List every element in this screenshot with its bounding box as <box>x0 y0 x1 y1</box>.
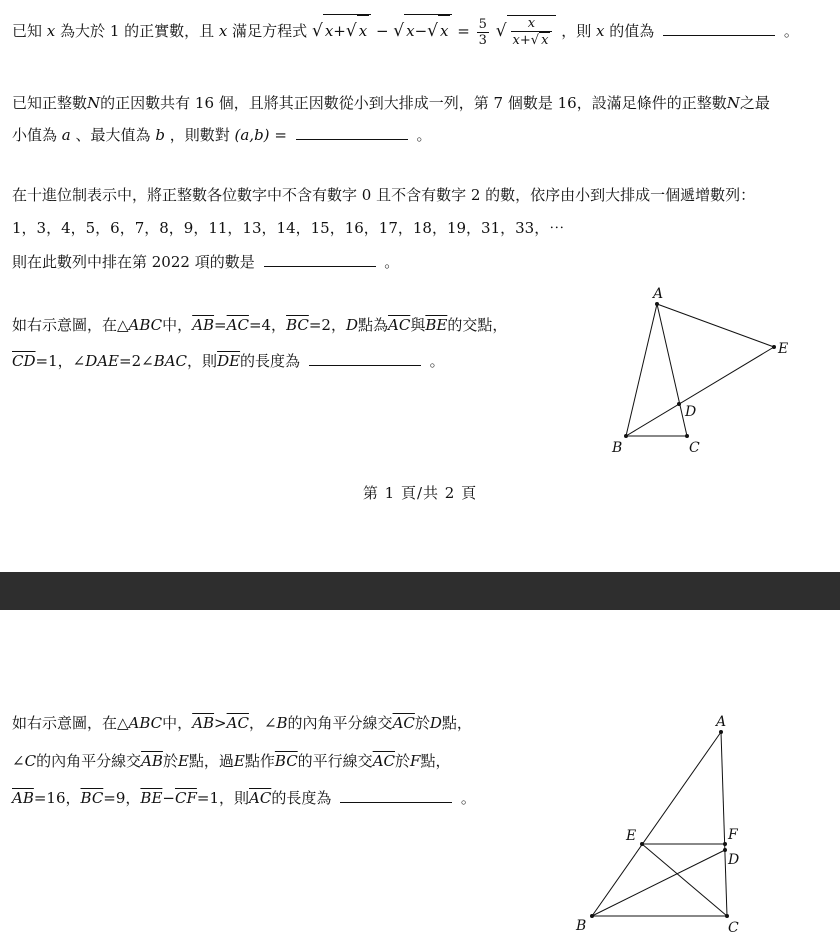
label-b: B <box>612 440 623 456</box>
radicand: x−√ x <box>404 14 452 46</box>
text: 為大於 1 的正實數，且 <box>60 22 215 40</box>
minus: − <box>375 22 389 40</box>
segment-ac <box>721 732 727 916</box>
point-c <box>685 434 689 438</box>
label-b: B <box>576 918 587 934</box>
variable-x: x <box>218 22 228 40</box>
segment-ab <box>626 304 657 436</box>
problem-5-line-2: ∠C的內角平分線交$\overline{AB}$於E點，過E點作$\overline{BC}$的平行線交$\overline{AC}$於F點， <box>12 752 451 770</box>
point-f <box>723 842 727 846</box>
answer-blank-2[interactable] <box>296 125 408 140</box>
point-e <box>640 842 644 846</box>
answer-blank-1[interactable] <box>663 21 775 36</box>
text: 的值為 <box>609 22 655 40</box>
exam-page-2 <box>0 610 840 937</box>
problem-2-line-1: 已知正整數N的正因數共有 16 個，且將其正因數從小到大排成一列，第 7 個數是 16，設滿足條件的正整數N之最 <box>12 94 770 112</box>
label-c: C <box>689 440 700 456</box>
answer-blank-3[interactable] <box>264 252 376 267</box>
label-a: A <box>716 714 727 730</box>
variable-x: x <box>595 22 605 40</box>
text: ，則 <box>561 22 592 40</box>
page-footer: 第 1 頁/共 2 頁 <box>362 484 478 502</box>
period: 。 <box>783 22 799 40</box>
radicand: $\frac{x}{x+√ x}$ <box>507 15 557 48</box>
variable-x: x <box>46 22 56 40</box>
label-c: C <box>728 920 739 936</box>
label-f: F <box>728 827 738 843</box>
point-b <box>590 914 594 918</box>
problem-1 <box>12 14 799 48</box>
segment-ab <box>592 732 721 916</box>
problem-2-line-2: 小值為 a 、最大值為 b ，則數對 (a,b) = 。 <box>12 126 432 144</box>
problem-3-line-3: 則在此數列中排在第 2022 項的數是 。 <box>12 253 400 271</box>
answer-blank-5[interactable] <box>340 788 452 803</box>
point-d <box>677 402 681 406</box>
equals: = <box>457 22 470 40</box>
point-a <box>719 730 723 734</box>
answer-blank-4[interactable] <box>309 351 421 366</box>
fraction-5-3: $\frac{5}{3}$ <box>478 16 487 48</box>
problem-3-sequence: 1，3，4，5，6，7，8，9，11，13，14，15，16，17，18，19，31，33，⋯ <box>12 219 565 237</box>
label-e: E <box>626 828 637 844</box>
point-a <box>655 302 659 306</box>
problem-5-line-3: $\overline{AB}=16$，$\overline{BC}=9$，$\overline{BE}-\overline{CF}=1$，則$\overline{AC}$的長度為 。 <box>12 789 476 807</box>
problem-4-line-2: $\overline{CD}=1$，∠DAE=2∠BAC，則$\overline{DE}$的長度為 。 <box>12 352 445 370</box>
segment-bd <box>592 850 725 916</box>
point-b <box>624 434 628 438</box>
segment-be <box>626 347 774 436</box>
problem-5-line-1: 如右示意圖，在△ABC中，$\overline{AB}>\overline{AC}$，∠B的內角平分線交$\overline{AC}$於D點， <box>12 714 472 732</box>
label-a: A <box>653 286 664 302</box>
label-e: E <box>778 341 789 357</box>
segment-ac <box>657 304 687 436</box>
segment-ae <box>657 304 774 347</box>
triangle-figure-2 <box>570 710 770 937</box>
point-c <box>725 914 729 918</box>
text: 已知 <box>12 22 43 40</box>
ordered-pair: (a,b) <box>234 126 270 144</box>
problem-3-line-1: 在十進位制表示中，將正整數各位數字中不含有數字 0 且不含有數字 2 的數，依序由小到大排成一個遞增數列： <box>12 186 756 204</box>
triangle-figure-1 <box>600 284 800 464</box>
sqrt-sign: √ <box>311 21 323 41</box>
text: 滿足方程式 <box>232 22 308 40</box>
label-d: D <box>728 852 740 868</box>
radicand: x+√ x <box>323 14 371 46</box>
page-separator <box>0 572 840 610</box>
sqrt-sign: √ <box>495 21 507 41</box>
point-d <box>723 848 727 852</box>
point-e <box>772 345 776 349</box>
problem-4-line-1: 如右示意圖，在△ABC中，$\overline{AB}=\overline{AC}=4$，$\overline{BC}=2$，D點為$\overline{AC}$與$\overline{BE}$的交點， <box>12 316 508 334</box>
label-d: D <box>685 404 697 420</box>
sqrt-sign: √ <box>393 21 405 41</box>
